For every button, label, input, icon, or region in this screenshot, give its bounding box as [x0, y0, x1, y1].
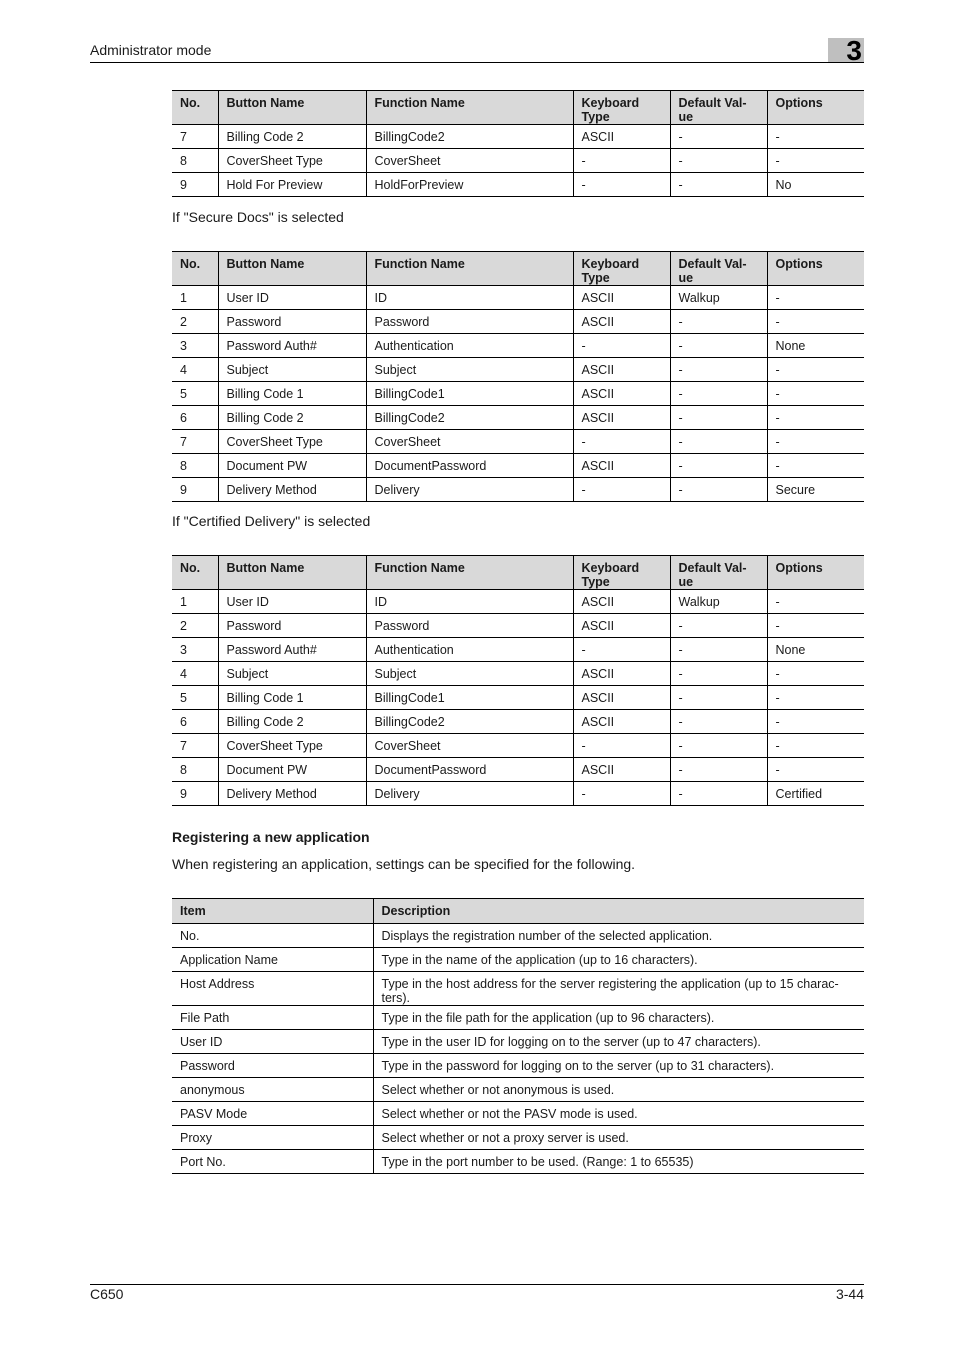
table-row [172, 382, 864, 406]
header-rule [90, 62, 864, 63]
column-header: Function Name [366, 556, 573, 590]
table-cell: 3 [172, 638, 218, 662]
table-cell: DocumentPassword [366, 454, 573, 478]
table-cell: Type in the file path for the application (up to 96 characters). [373, 1006, 864, 1030]
table-cell: CoverSheet Type [218, 430, 366, 454]
table-cell: - [767, 590, 864, 614]
column-header: Button Name [218, 556, 366, 590]
settings-table-certified-delivery [172, 555, 864, 806]
table-cell: - [573, 782, 670, 806]
table-cell: HoldForPreview [366, 173, 573, 197]
table-cell: Document PW [218, 454, 366, 478]
table-row [172, 710, 864, 734]
table-cell: - [670, 638, 767, 662]
table-cell: anonymous [172, 1078, 373, 1102]
column-header: Default Val-ue [670, 556, 767, 590]
table-row [172, 638, 864, 662]
table-cell: 1 [172, 590, 218, 614]
table-cell: - [670, 686, 767, 710]
table-cell: Displays the registration number of the selected application. [373, 924, 864, 948]
table-cell: Type in the host address for the server registering the application (up to 15 charac-ters). [373, 972, 864, 1006]
table-cell: ASCII [573, 454, 670, 478]
table-cell: Password [366, 614, 573, 638]
table-cell: ASCII [573, 686, 670, 710]
table-row [172, 734, 864, 758]
table-row [172, 972, 864, 1006]
table-cell: - [767, 286, 864, 310]
column-header: Button Name [218, 91, 366, 125]
table-cell: - [767, 614, 864, 638]
table-row [172, 1006, 864, 1030]
table-cell: ID [366, 286, 573, 310]
column-header: Options [767, 556, 864, 590]
table-cell: Subject [218, 358, 366, 382]
table-cell: Subject [218, 662, 366, 686]
table-cell: Billing Code 2 [218, 710, 366, 734]
table-cell: None [767, 638, 864, 662]
table-cell: - [767, 454, 864, 478]
table-cell: 7 [172, 734, 218, 758]
table-cell: - [767, 149, 864, 173]
table-cell: BillingCode2 [366, 406, 573, 430]
settings-table-secure-docs [172, 251, 864, 502]
table-cell: - [767, 710, 864, 734]
footer-rule [90, 1284, 864, 1285]
table-cell: - [670, 782, 767, 806]
table-cell: Billing Code 2 [218, 125, 366, 149]
table-cell: 2 [172, 310, 218, 334]
column-header: Options [767, 91, 864, 125]
table-cell: BillingCode1 [366, 686, 573, 710]
table-cell: - [767, 686, 864, 710]
table-cell: - [767, 430, 864, 454]
table-row [172, 454, 864, 478]
table-cell: Delivery [366, 478, 573, 502]
settings-table-1 [172, 90, 864, 197]
table-cell: User ID [172, 1030, 373, 1054]
application-items-table [172, 898, 864, 1174]
table-row [172, 614, 864, 638]
table-cell: Delivery Method [218, 478, 366, 502]
table-cell: ASCII [573, 125, 670, 149]
table-row [172, 310, 864, 334]
table-row [172, 406, 864, 430]
table-cell: BillingCode2 [366, 125, 573, 149]
table-cell: CoverSheet [366, 430, 573, 454]
table-cell: 8 [172, 149, 218, 173]
table-cell: - [670, 406, 767, 430]
table-cell: - [573, 334, 670, 358]
table-cell: CoverSheet [366, 734, 573, 758]
table-cell: 2 [172, 614, 218, 638]
table-cell: Certified [767, 782, 864, 806]
table-row [172, 149, 864, 173]
table-row [172, 1054, 864, 1078]
table-cell: 9 [172, 782, 218, 806]
table-cell: 7 [172, 430, 218, 454]
table-cell: DocumentPassword [366, 758, 573, 782]
table-cell: 8 [172, 758, 218, 782]
table-cell: Secure [767, 478, 864, 502]
table-cell: - [670, 358, 767, 382]
table-cell: ASCII [573, 358, 670, 382]
table-cell: ASCII [573, 758, 670, 782]
table-cell: 1 [172, 286, 218, 310]
table-cell: ASCII [573, 382, 670, 406]
table-cell: Port No. [172, 1150, 373, 1174]
table-cell: BillingCode2 [366, 710, 573, 734]
table-cell: - [573, 638, 670, 662]
table-row [172, 334, 864, 358]
table-cell: No. [172, 924, 373, 948]
table-cell: Subject [366, 662, 573, 686]
column-header: Keyboard Type [573, 91, 670, 125]
table-row [172, 430, 864, 454]
table-row [172, 358, 864, 382]
table-cell: ASCII [573, 310, 670, 334]
table-cell: CoverSheet Type [218, 149, 366, 173]
table-cell: - [670, 710, 767, 734]
table-cell: ASCII [573, 406, 670, 430]
table-cell: 6 [172, 710, 218, 734]
table-cell: - [670, 758, 767, 782]
table-row [172, 948, 864, 972]
page-header-title: Administrator mode [90, 42, 212, 58]
table-cell: 5 [172, 382, 218, 406]
table-row [172, 686, 864, 710]
table-header-row [172, 899, 864, 924]
table-cell: File Path [172, 1006, 373, 1030]
table-cell: Password [172, 1054, 373, 1078]
table-cell: Delivery [366, 782, 573, 806]
table-cell: User ID [218, 286, 366, 310]
footer-model: C650 [90, 1286, 124, 1302]
table-cell: BillingCode1 [366, 382, 573, 406]
table-cell: 4 [172, 358, 218, 382]
table-cell: - [670, 734, 767, 758]
table-cell: - [767, 358, 864, 382]
table-cell: - [670, 662, 767, 686]
table-cell: 9 [172, 173, 218, 197]
table-cell: - [573, 173, 670, 197]
table-cell: ASCII [573, 590, 670, 614]
table-row [172, 173, 864, 197]
table-cell: - [670, 478, 767, 502]
table-cell: Walkup [670, 286, 767, 310]
table-cell: Billing Code 1 [218, 382, 366, 406]
table-cell: - [767, 662, 864, 686]
table-cell: 9 [172, 478, 218, 502]
table-cell: - [670, 382, 767, 406]
table-cell: Subject [366, 358, 573, 382]
chapter-marker [828, 35, 864, 66]
table-cell: Walkup [670, 590, 767, 614]
table-header-row [172, 556, 864, 590]
table-cell: None [767, 334, 864, 358]
table-cell: Select whether or not a proxy server is used. [373, 1126, 864, 1150]
table-cell: Proxy [172, 1126, 373, 1150]
table-row [172, 1030, 864, 1054]
table-cell: CoverSheet Type [218, 734, 366, 758]
column-header: Default Val-ue [670, 91, 767, 125]
table-cell: Host Address [172, 972, 373, 1006]
section-heading: Registering a new application [172, 829, 370, 845]
table-cell: No [767, 173, 864, 197]
table-cell: Select whether or not anonymous is used. [373, 1078, 864, 1102]
column-header: Keyboard Type [573, 252, 670, 286]
section-intro: When registering an application, settings can be specified for the following. [172, 856, 636, 872]
table-row [172, 924, 864, 948]
column-header: No. [172, 252, 218, 286]
table-cell: 5 [172, 686, 218, 710]
table-cell: 3 [172, 334, 218, 358]
table-cell: - [573, 478, 670, 502]
table-row [172, 1078, 864, 1102]
table-row [172, 286, 864, 310]
table-cell: Password Auth# [218, 334, 366, 358]
table-cell: ASCII [573, 286, 670, 310]
table-row [172, 662, 864, 686]
table-cell: - [573, 430, 670, 454]
table-cell: PASV Mode [172, 1102, 373, 1126]
footer-page-number: 3-44 [835, 1286, 864, 1302]
table-cell: - [767, 310, 864, 334]
table-header-row [172, 91, 864, 125]
table-cell: Type in the user ID for logging on to the server (up to 47 characters). [373, 1030, 864, 1054]
table-row [172, 1102, 864, 1126]
table-cell: - [670, 173, 767, 197]
table-cell: Delivery Method [218, 782, 366, 806]
table-cell: Document PW [218, 758, 366, 782]
table-cell: 6 [172, 406, 218, 430]
column-header: Description [373, 899, 864, 924]
table-cell: Hold For Preview [218, 173, 366, 197]
table-cell: Select whether or not the PASV mode is used. [373, 1102, 864, 1126]
table-cell: ASCII [573, 710, 670, 734]
column-header: Default Val-ue [670, 252, 767, 286]
chapter-number: 3 [846, 35, 862, 66]
table-cell: Type in the port number to be used. (Range: 1 to 65535) [373, 1150, 864, 1174]
table-cell: - [573, 149, 670, 173]
table-cell: - [767, 734, 864, 758]
column-header: Item [172, 899, 373, 924]
table-row [172, 1150, 864, 1174]
table-cell: User ID [218, 590, 366, 614]
table-cell: Authentication [366, 334, 573, 358]
column-header: Function Name [366, 252, 573, 286]
table-cell: - [767, 125, 864, 149]
table-cell: 7 [172, 125, 218, 149]
table-cell: ASCII [573, 614, 670, 638]
column-header: Options [767, 252, 864, 286]
table-cell: - [573, 734, 670, 758]
table-row [172, 478, 864, 502]
column-header: Function Name [366, 91, 573, 125]
table-cell: Type in the name of the application (up to 16 characters). [373, 948, 864, 972]
column-header: No. [172, 91, 218, 125]
column-header: Button Name [218, 252, 366, 286]
table-cell: Authentication [366, 638, 573, 662]
table-cell: 8 [172, 454, 218, 478]
table-cell: - [767, 758, 864, 782]
table-row [172, 125, 864, 149]
table-cell: - [670, 614, 767, 638]
table-cell: - [670, 310, 767, 334]
table-cell: Billing Code 2 [218, 406, 366, 430]
caption-secure-docs: If "Secure Docs" is selected [172, 209, 344, 225]
table-cell: Billing Code 1 [218, 686, 366, 710]
table-cell: - [670, 125, 767, 149]
table-row [172, 782, 864, 806]
table-cell: ID [366, 590, 573, 614]
column-header: No. [172, 556, 218, 590]
table-row [172, 1126, 864, 1150]
table-cell: - [670, 430, 767, 454]
table-cell: Password [218, 614, 366, 638]
table-cell: Password Auth# [218, 638, 366, 662]
table-cell: ASCII [573, 662, 670, 686]
table-cell: Type in the password for logging on to the server (up to 31 characters). [373, 1054, 864, 1078]
table-cell: - [670, 454, 767, 478]
table-cell: Password [218, 310, 366, 334]
table-cell: - [670, 149, 767, 173]
table-cell: Password [366, 310, 573, 334]
table-cell: - [767, 406, 864, 430]
table-cell: Application Name [172, 948, 373, 972]
table-cell: - [767, 382, 864, 406]
table-cell: CoverSheet [366, 149, 573, 173]
table-header-row [172, 252, 864, 286]
table-cell: 4 [172, 662, 218, 686]
table-row [172, 590, 864, 614]
table-row [172, 758, 864, 782]
caption-certified-delivery: If "Certified Delivery" is selected [172, 513, 371, 529]
table-cell: - [670, 334, 767, 358]
column-header: Keyboard Type [573, 556, 670, 590]
